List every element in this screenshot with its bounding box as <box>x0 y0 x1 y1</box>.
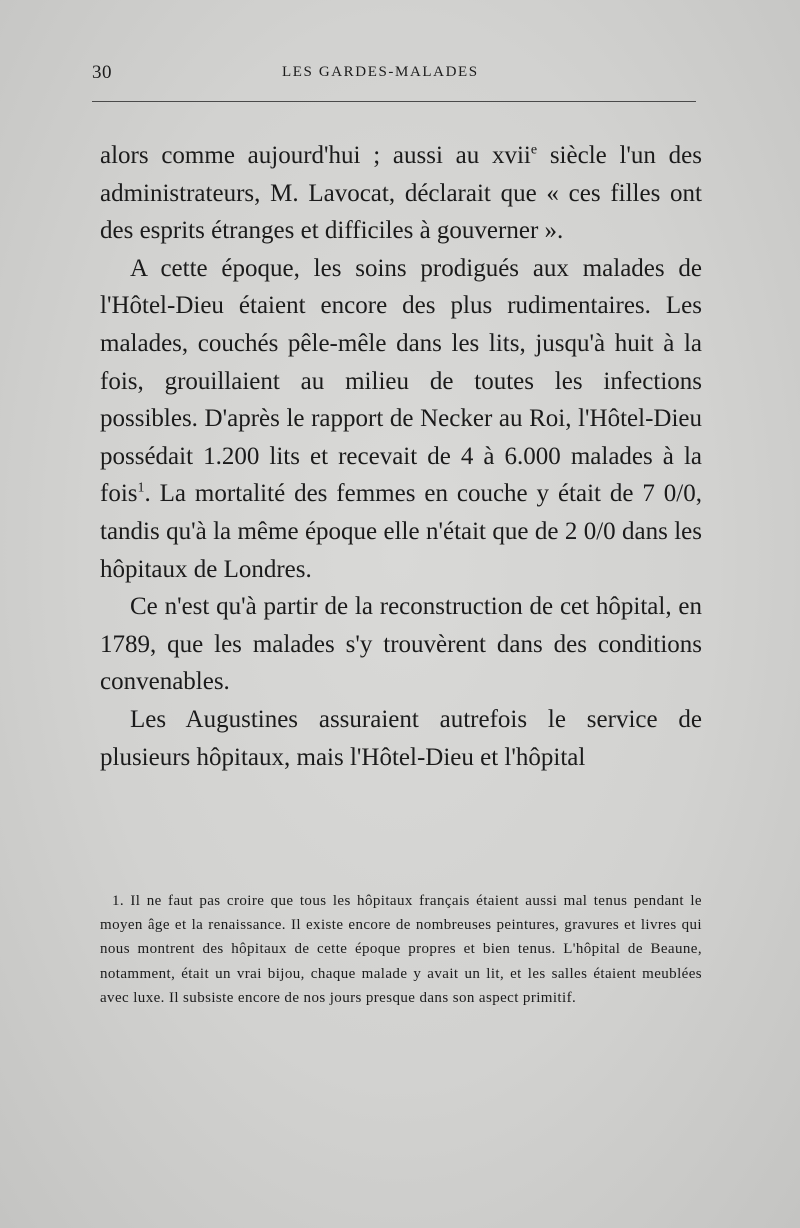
century-superscript: e <box>530 142 538 158</box>
paragraph-4: Les Augustines assuraient autrefois le service de plusieurs hôpitaux, mais l'Hôtel-Dieu et l'hôpital <box>100 705 702 771</box>
paragraph-2-end: . La mortalité des femmes en couche y était de 7 0/0, tandis qu'à la même époque elle n'était que de 2 0/0 dans les hôpitaux de Londres. <box>100 480 702 583</box>
paragraph-2 <box>100 250 702 588</box>
paragraph-1-start: alors comme aujourd'hui ; aussi au xvii <box>100 142 531 169</box>
running-head: LES GARDES-MALADES <box>282 64 479 80</box>
paragraph-2-start: A cette époque, les soins prodigués aux malades de l'Hôtel-Dieu étaient encore des plus rudimentaires. Les malades, couchés pêle-mêle dans les lits, jusqu'à huit à la fois, grouillaient au milieu de toutes les infections possibles. D'après le rapport de Necker au Roi, l'Hôtel-Dieu possédait 1.200 lits et recevait de 4 à 6.000 malades à la fois <box>100 254 702 508</box>
footnote-text: 1. Il ne faut pas croire que tous les hôpitaux français étaient aussi mal tenus pendant le moyen âge et la renaissance. Il existe encore de nombreuses peintures, gravures et livres qui nous montrent des hôpitaux de cette époque propres et bien tenus. L'hôpital de Beaune, notamment, était un vrai bijou, chaque malade y avait un lit, et les salles étaient meublées avec luxe. Il subsiste encore de nos jours presque dans son aspect primitif. <box>100 893 702 1006</box>
header-rule <box>92 101 696 102</box>
paragraph-1 <box>100 137 702 250</box>
footnote <box>100 889 702 1010</box>
page-header <box>92 62 696 86</box>
paragraph-1-end: siècle l'un des administrateurs, M. Lavocat, déclarait que « ces filles ont des esprits étranges et difficiles à gouverner ». <box>100 142 702 245</box>
page-number: 30 <box>92 62 112 83</box>
paragraph-3: Ce n'est qu'à partir de la reconstruction de cet hôpital, en 1789, que les malades s'y trouvèrent dans des conditions convenables. <box>100 593 702 696</box>
footnote-marker: 1 <box>137 481 145 497</box>
main-text <box>100 137 702 776</box>
